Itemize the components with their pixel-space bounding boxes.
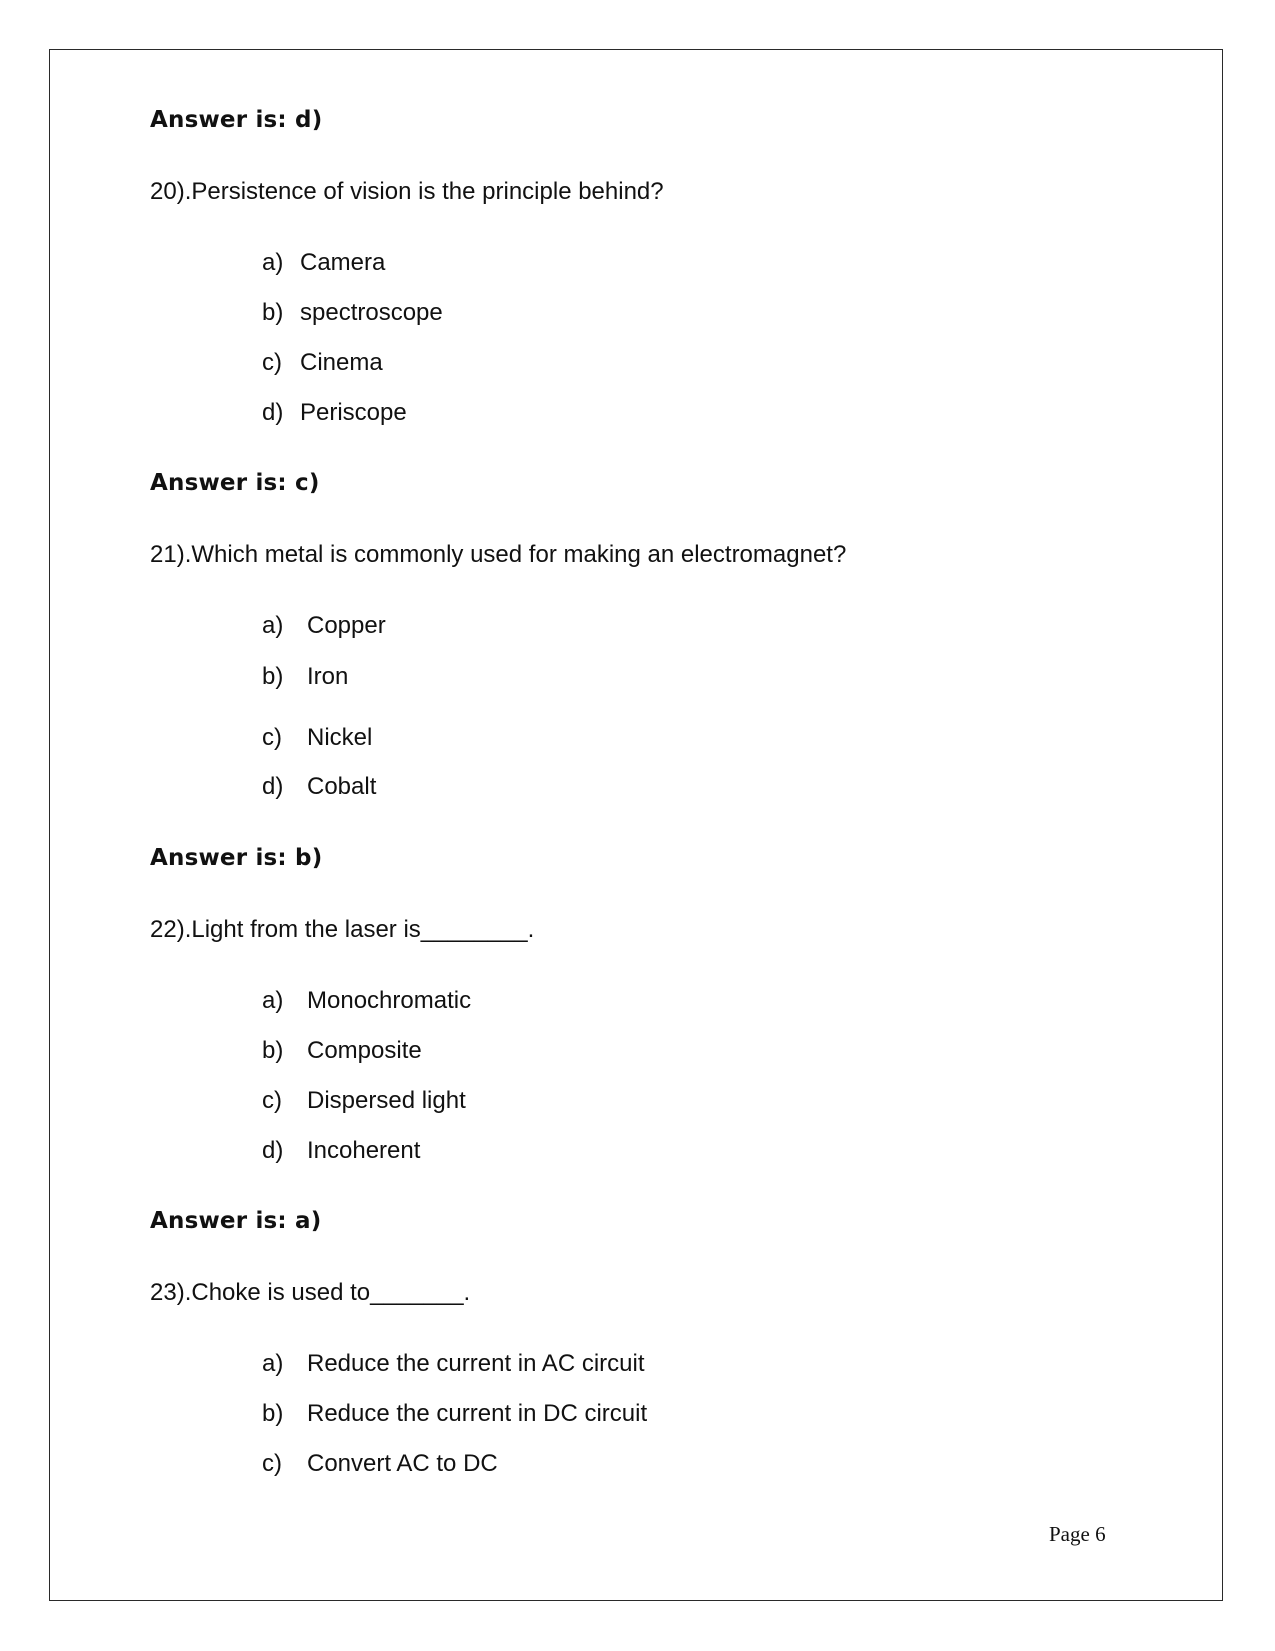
option-letter: d) — [262, 399, 284, 426]
option-text: Camera — [300, 249, 386, 276]
option-item — [262, 1450, 498, 1478]
option-letter: a) — [262, 1350, 284, 1377]
option-item — [262, 1137, 420, 1165]
option-text: Cinema — [300, 349, 383, 376]
answer-line: Answer is: a) — [150, 1208, 322, 1234]
option-text: Reduce the current in DC circuit — [307, 1400, 648, 1427]
option-item — [262, 1037, 422, 1065]
option-letter: c) — [262, 724, 282, 751]
option-text: Cobalt — [307, 773, 377, 800]
answer-line: Answer is: c) — [150, 470, 320, 496]
option-item — [262, 612, 386, 640]
option-letter: d) — [262, 773, 284, 800]
option-text: Reduce the current in AC circuit — [307, 1350, 645, 1377]
option-item — [262, 1087, 466, 1115]
option-text: Monochromatic — [307, 987, 472, 1014]
option-letter: c) — [262, 349, 282, 376]
option-letter: b) — [262, 1400, 284, 1427]
option-item — [262, 724, 372, 752]
answer-line: Answer is: b) — [150, 845, 323, 871]
option-text: Incoherent — [307, 1137, 421, 1164]
option-text: Copper — [307, 612, 386, 639]
option-letter: b) — [262, 299, 284, 326]
option-item — [262, 299, 443, 327]
question-21: 21).Which metal is commonly used for making an electromagnet? — [150, 541, 847, 568]
page-number: Page 6 — [1049, 1522, 1106, 1546]
option-letter: b) — [262, 1037, 284, 1064]
option-text: Iron — [307, 663, 349, 690]
option-letter: c) — [262, 1450, 282, 1477]
answer-line: Answer is: d) — [150, 107, 323, 133]
option-letter: d) — [262, 1137, 284, 1164]
option-letter: a) — [262, 249, 284, 276]
option-item — [262, 987, 471, 1015]
option-letter: b) — [262, 663, 284, 690]
option-text: Dispersed light — [307, 1087, 466, 1114]
option-letter: a) — [262, 612, 284, 639]
option-item — [262, 349, 383, 377]
option-letter: c) — [262, 1087, 282, 1114]
question-20: 20).Persistence of vision is the principle behind? — [150, 178, 664, 205]
option-letter: a) — [262, 987, 284, 1014]
option-item — [262, 663, 348, 691]
option-text: Periscope — [300, 399, 407, 426]
option-text: Nickel — [307, 724, 373, 751]
option-text: Convert AC to DC — [307, 1450, 498, 1477]
question-22: 22).Light from the laser is________. — [150, 916, 535, 943]
option-item — [262, 1350, 645, 1378]
option-text: spectroscope — [300, 299, 443, 326]
option-item — [262, 249, 385, 277]
question-23: 23).Choke is used to_______. — [150, 1279, 471, 1306]
option-item — [262, 399, 407, 427]
option-text: Composite — [307, 1037, 422, 1064]
option-item — [262, 773, 376, 801]
option-item — [262, 1400, 647, 1428]
